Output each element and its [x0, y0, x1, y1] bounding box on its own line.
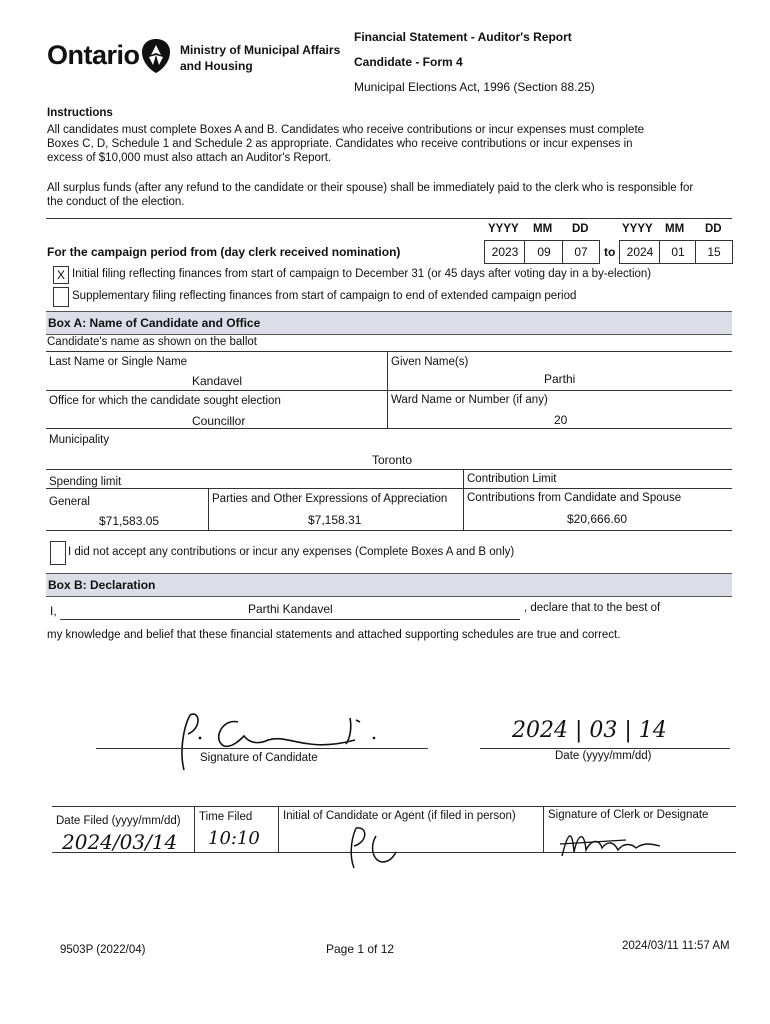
- col-yyyy-to: YYYY: [622, 223, 653, 235]
- trillium-icon: [140, 38, 172, 74]
- initial-signature-icon: [342, 822, 402, 872]
- declaration-statement: my knowledge and belief that these financial statements and attached supporting schedules are true and correct.: [47, 629, 621, 641]
- signature-label: Signature of Candidate: [200, 752, 318, 764]
- from-dd-value: 07: [574, 245, 588, 259]
- contribution-limit-value[interactable]: $20,666.60: [567, 512, 628, 526]
- municipality-label: Municipality: [49, 434, 110, 446]
- date-label: Date (yyyy/mm/dd): [555, 750, 652, 762]
- no-contributions-checkbox[interactable]: [50, 541, 66, 565]
- declaration-name-line: [60, 619, 520, 620]
- divider: [543, 806, 544, 852]
- instructions-text-2b: the conduct of the election.: [47, 196, 185, 208]
- col-dd-to: DD: [705, 223, 722, 235]
- col-mm-to: MM: [665, 223, 685, 235]
- to-dd-field[interactable]: [695, 240, 733, 264]
- from-yyyy-field[interactable]: [484, 240, 526, 264]
- to-mm-field[interactable]: [659, 240, 697, 264]
- last-name-label: Last Name or Single Name: [49, 356, 188, 368]
- ministry-name-line2: and Housing: [180, 59, 253, 73]
- divider: [46, 469, 732, 470]
- spending-limit-label: Spending limit: [49, 476, 122, 488]
- initial-filing-checkbox[interactable]: [53, 266, 69, 284]
- parties-label: Parties and Other Expressions of Appreciation: [212, 493, 448, 505]
- divider: [52, 806, 736, 807]
- box-b-title: Box B: Declaration: [48, 578, 156, 592]
- no-contributions-label: I did not accept any contributions or incur any expenses (Complete Boxes A and B only): [68, 546, 515, 558]
- ministry-name-line1: Ministry of Municipal Affairs: [180, 43, 341, 57]
- instructions-heading: Instructions: [47, 107, 113, 119]
- divider: [46, 530, 732, 531]
- from-mm-value: 09: [537, 245, 551, 259]
- instructions-text-1a: All candidates must complete Boxes A and B. Candidates who receive contributions or incur expenses must complete: [47, 124, 645, 136]
- form-title: Financial Statement - Auditor's Report: [354, 30, 572, 44]
- from-mm-field[interactable]: [524, 240, 564, 264]
- general-spending-value[interactable]: $71,583.05: [99, 514, 160, 528]
- date-filed-value[interactable]: 2024/03/14: [62, 830, 178, 854]
- candidate-signature-icon: [160, 700, 400, 780]
- to-mm-value: 01: [671, 245, 685, 259]
- to-dd-value: 15: [707, 245, 721, 259]
- declaration-i-label: I,: [50, 604, 57, 618]
- divider: [46, 428, 732, 429]
- instructions-text-1c: excess of $10,000 must also attach an Auditor's Report.: [47, 152, 332, 164]
- col-mm-from: MM: [533, 223, 553, 235]
- divider: [194, 806, 195, 852]
- declaration-date-value[interactable]: 2024 | 03 | 14: [512, 718, 667, 743]
- print-timestamp: 2024/03/11 11:57 AM: [622, 940, 730, 952]
- to-yyyy-value: 2024: [626, 245, 654, 259]
- checkbox-mark: X: [56, 268, 65, 282]
- divider: [208, 488, 209, 530]
- signature-line: [96, 748, 428, 749]
- ontario-logo-text: Ontario: [47, 40, 140, 70]
- office-label: Office for which the candidate sought election: [49, 395, 281, 407]
- form-subtitle: Candidate - Form 4: [354, 55, 463, 69]
- contribution-limit-label: Contribution Limit: [467, 473, 557, 485]
- office-value[interactable]: Councillor: [192, 414, 246, 428]
- date-line: [480, 748, 730, 749]
- time-filed-value[interactable]: 10:10: [208, 828, 260, 849]
- period-to-label: to: [604, 245, 616, 259]
- clerk-signature-label: Signature of Clerk or Designate: [548, 809, 709, 821]
- contribution-sub-label: Contributions from Candidate and Spouse: [467, 492, 682, 504]
- given-name-value[interactable]: Parthi: [544, 372, 576, 386]
- divider: [46, 218, 732, 219]
- clerk-signature-icon: [556, 822, 676, 862]
- time-filed-label: Time Filed: [199, 811, 253, 823]
- page-number: Page 1 of 12: [326, 942, 395, 956]
- last-name-value[interactable]: Kandavel: [192, 374, 243, 388]
- parties-spending-value[interactable]: $7,158.31: [308, 513, 362, 527]
- initial-candidate-label: Initial of Candidate or Agent (if filed in person): [283, 810, 516, 822]
- declaration-name-value[interactable]: Parthi Kandavel: [248, 602, 333, 616]
- ballot-note: Candidate's name as shown on the ballot: [47, 336, 257, 348]
- from-dd-field[interactable]: [562, 240, 600, 264]
- box-a-header: [46, 311, 732, 335]
- act-reference: Municipal Elections Act, 1996 (Section 88.25): [354, 80, 595, 94]
- col-dd-from: DD: [572, 223, 589, 235]
- divider: [463, 469, 464, 530]
- box-b-header: [46, 573, 732, 597]
- given-name-label: Given Name(s): [391, 356, 469, 368]
- period-label: For the campaign period from (day clerk received nomination): [47, 245, 401, 259]
- ward-value[interactable]: 20: [554, 413, 568, 427]
- instructions-text-1b: Boxes C, D, Schedule 1 and Schedule 2 as appropriate. Candidates who receive contributions or incur expenses in: [47, 138, 633, 150]
- municipality-value[interactable]: Toronto: [372, 453, 413, 467]
- divider: [46, 390, 732, 391]
- supplementary-filing-label: Supplementary filing reflecting finances from start of campaign to end of extended campaign period: [72, 290, 577, 302]
- divider: [278, 806, 279, 852]
- to-yyyy-field[interactable]: [619, 240, 661, 264]
- col-yyyy-from: YYYY: [488, 223, 519, 235]
- from-yyyy-value: 2023: [491, 245, 519, 259]
- box-a-title: Box A: Name of Candidate and Office: [48, 316, 261, 330]
- initial-filing-label: Initial filing reflecting finances from start of campaign to December 31 (or 45 days after voting day in a by-election): [72, 268, 652, 280]
- instructions-text-2a: All surplus funds (after any refund to the candidate or their spouse) shall be immediately paid to the clerk who is responsible for: [47, 182, 694, 194]
- form-code: 9503P (2022/04): [60, 944, 146, 956]
- divider: [46, 351, 732, 352]
- general-label: General: [49, 496, 90, 508]
- ward-label: Ward Name or Number (if any): [391, 394, 548, 406]
- date-filed-label: Date Filed (yyyy/mm/dd): [56, 815, 181, 827]
- declaration-text: , declare that to the best of: [524, 602, 661, 614]
- supplementary-filing-checkbox[interactable]: [53, 287, 69, 307]
- divider: [46, 488, 732, 489]
